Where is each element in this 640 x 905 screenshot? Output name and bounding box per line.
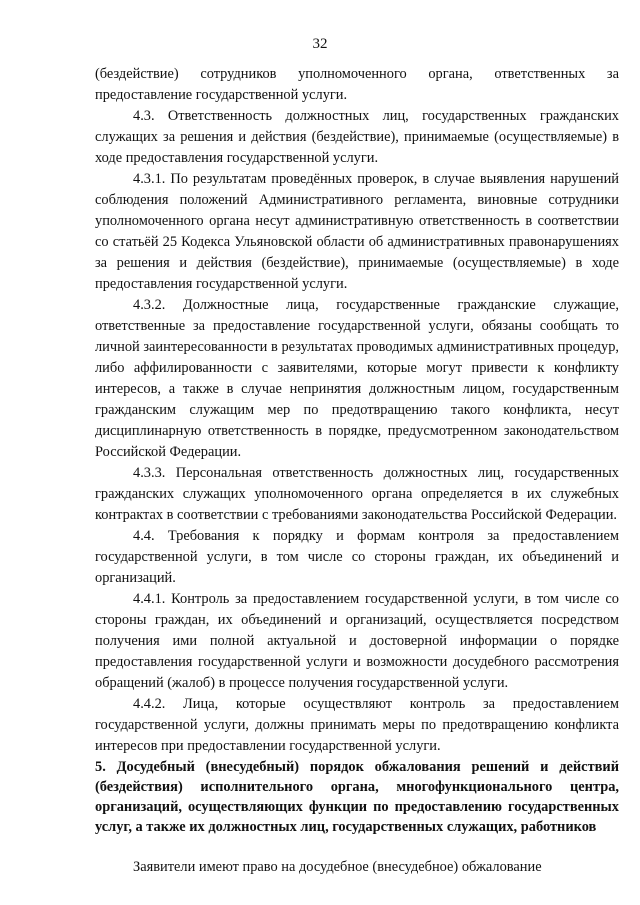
- paragraph-4-3: 4.3. Ответственность должностных лиц, государственных гражданских служащих за решения и действия (бездействие), принимаемые (осуществляемые) в ходе предоставления государственной услуги.: [95, 108, 619, 166]
- paragraph-4-3-2: 4.3.2. Должностные лица, государственные гражданские служащие, ответственные за предоставление государственной услуги, обязаны сообщать то личной заинтересованности в результатах проводимых административных процедур, либо аффилированности с заявителями, которые могут привести к конфликту интересов, а также в случае непринятия должностным лицом, государственным гражданским служащим мер по предотвращению такого конфликта, несут дисциплинарную ответственность в порядке, предусмотренном законодательством Российской Федерации.: [95, 297, 619, 460]
- paragraph-4-4-2: 4.4.2. Лица, которые осуществляют контроль за предоставлением государственной услуги, должны принимать меры по предотвращению конфликта интересов при предоставлении государственной услуги.: [95, 696, 619, 754]
- paragraph-4-3-1: 4.3.1. По результатам проведённых проверок, в случае выявления нарушений соблюдения положений Административного регламента, виновные сотрудники уполномоченного органа несут административную ответственность в соответствии со статьёй 25 Кодекса Ульяновской области об административных правонарушениях за решения и действия (бездействие), принимаемые (осуществляемые) в ходе предоставления государственной услуги.: [95, 171, 619, 292]
- paragraph-section-5-start: Заявители имеют право на досудебное (внесудебное) обжалование: [133, 859, 542, 875]
- page-content: [95, 64, 619, 878]
- paragraph-4-4-1: 4.4.1. Контроль за предоставлением государственной услуги, в том числе со стороны граждан, их объединений и организаций, осуществляется посредством получения ими полной актуальной и достоверной информации о порядке предоставления государственной услуги и возможности досудебного рассмотрения обращений (жалоб) в процессе получения государственной услуги.: [95, 591, 619, 691]
- paragraph-4-3-3: 4.3.3. Персональная ответственность должностных лиц, государственных гражданских служащих уполномоченного органа определяется в их служебных контрактах в соответствии с требованиями законодательства Российской Федерации.: [95, 465, 619, 523]
- paragraph-4-4: 4.4. Требования к порядку и формам контроля за предоставлением государственной услуги, в том числе со стороны граждан, их объединений и организаций.: [95, 528, 619, 586]
- section-5-heading: 5. Досудебный (внесудебный) порядок обжалования решений и действий (бездействия) исполнительного органа, многофункционального центра, организаций, осуществляющих функции по предоставлению государственных услуг, а также их должностных лиц, государственных служащих, работников: [95, 759, 619, 835]
- page-number: 32: [312, 36, 328, 52]
- paragraph-continuation: (бездействие) сотрудников уполномоченного органа, ответственных за предоставление государственной услуги.: [95, 66, 619, 103]
